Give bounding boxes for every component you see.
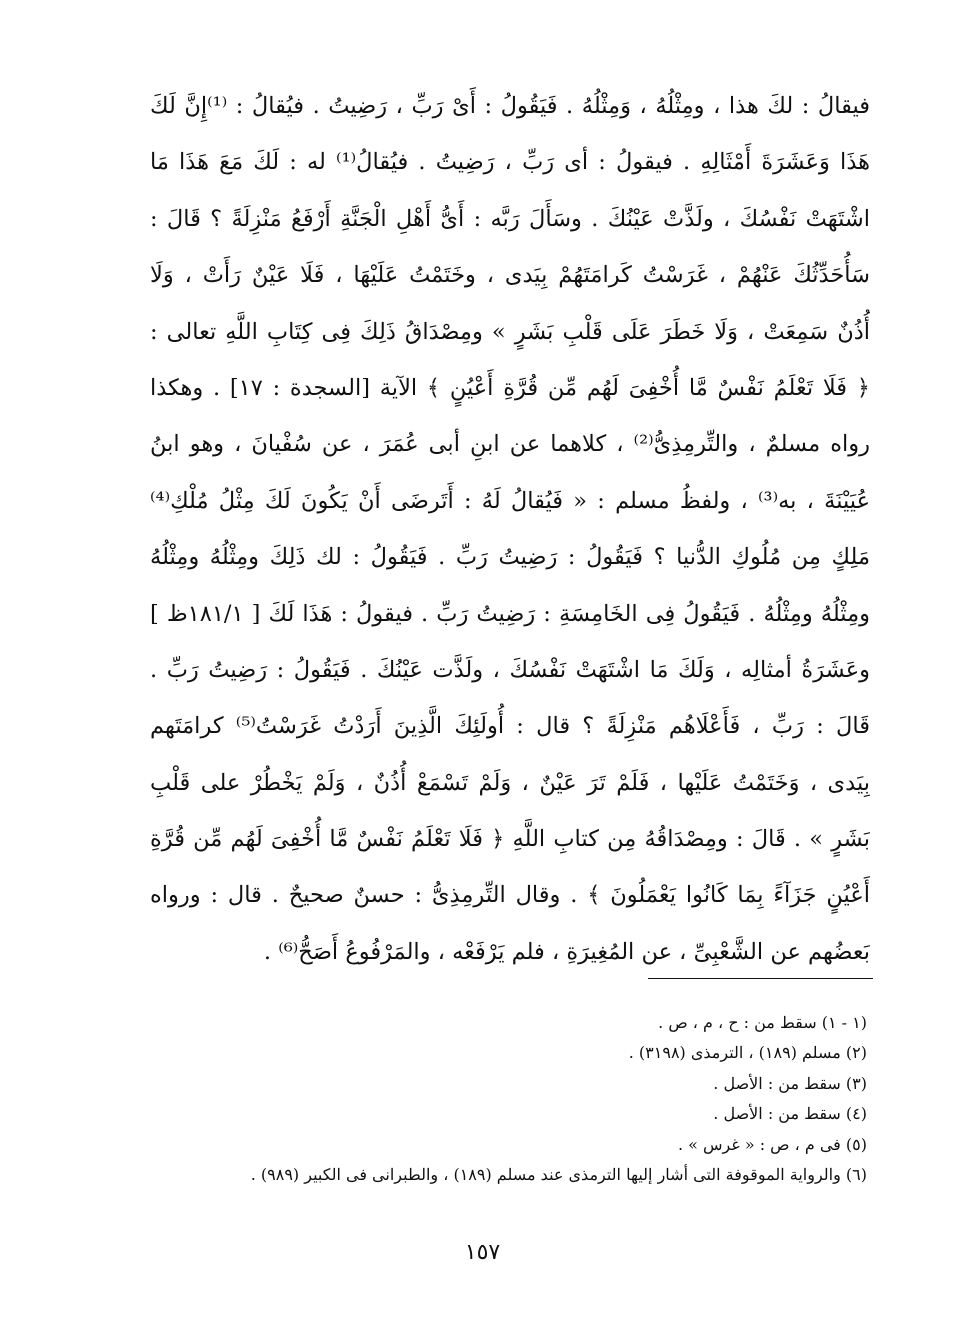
text-line: أُذُنٌ سَمِعَتْ ، وَلَا خَطَرَ عَلَى قَلْبِ بَشَرٍ » ومِصْدَاقُ ذَلِكَ فِى كِتَابِ اللَّهِ تعالى : <box>150 318 870 345</box>
text-line: قَالَ : رَبِّ ، فَأَعْلَاهُم مَنْزِلَةً ؟ قال : أُولَئِكَ الَّذِينَ أَرَدْتُ غَرَسْتُ⁽⁵⁾ كرامَتَهم <box>150 713 870 740</box>
text-line: فيقالُ : لكَ هذا ، ومِثْلُهُ ، وَمِثْلُهُ . فَيَقُولُ : أَىْ رَبِّ ، رَضِيتُ . فيُقالُ : ⁽¹⁾إِنَّ لَكَ <box>150 93 870 119</box>
text-line: رواه مسلمٌ ، والتِّرمِذِىُّ⁽²⁾ ، كلاهما عن ابنِ أبى عُمَرَ ، عن سُفْيانَ ، وهو ابنُ <box>150 431 870 458</box>
footnotes <box>150 1008 867 1190</box>
text-line: أَعْيُنٍ جَزَآءً بِمَا كَانُوا يَعْمَلُونَ ﴾ . وقال التِّرمِذِىُّ : حسنٌ صحيحٌ . قال : ورواه <box>150 882 870 909</box>
footnote: (٣) سقط من : الأصل . <box>713 1073 867 1093</box>
footnote: (٤) سقط من : الأصل . <box>713 1104 867 1124</box>
footnote: (١ - ١) سقط من : ح ، م ، ص . <box>658 1013 867 1032</box>
text-line: عُيَيْنَةَ ، به⁽³⁾ ، ولفظُ مسلم : « فَيُقالُ لَهُ : أَتَرضَى أَنْ يَكُونَ لَكَ مِثْلُ مُلْكِ⁽⁴⁾ <box>150 487 870 514</box>
text-line: مَلِكٍ مِن مُلُوكِ الدُّنيا ؟ فَيَقُولُ : رَضِيتُ رَبِّ . فَيَقُولُ : لك ذَلِكَ ومِثْلُهُ ومِثْلُهُ <box>150 544 870 571</box>
text-line: هَذَا وَعَشَرَةَ أَمْثَالِهِ . فيقولُ : أى رَبِّ ، رَضِيتُ . فيُقالُ⁽¹⁾ له : لَكَ مَعَ هَذَا مَا <box>150 149 870 176</box>
footnote-separator <box>648 978 873 979</box>
text-line: بَعضُهم عن الشَّعْبِىِّ ، عن المُغِيرَةِ ، فلم يَرْفَعْه ، والمَرْفُوعُ أَصَحُّ⁽⁶⁾ . <box>263 938 870 965</box>
text-line: ومِثْلُهُ ومِثْلُهُ . فَيَقُولُ فِى الخَامِسَةِ : رَضِيتُ رَبِّ . فيقولُ : هَذَا لَكَ [ ١٨١/١ظ ] <box>150 600 870 627</box>
text-line: ﴿ فَلَا تَعْلَمُ نَفْسٌ مَّا أُخْفِىَ لَهُم مِّن قُرَّةِ أَعْيُنٍ ﴾ الآية [السجدة : ١٧] . وهكذا <box>150 374 870 401</box>
main-text <box>150 78 870 980</box>
text-line: وعَشَرَةُ أمثالِه ، وَلَكَ مَا اشْتَهَتْ نَفْسُكَ ، ولَذَّت عَيْنُكَ . فَيَقُولُ : رَضِيتُ رَبِّ . <box>150 656 870 683</box>
footnote: (٥) فى م ، ص : « غرس » . <box>677 1134 867 1154</box>
footnote: (٢) مسلم (١٨٩) ، الترمذى (٣١٩٨) . <box>628 1043 867 1063</box>
text-line: اشْتَهَتْ نَفْسُكَ ، ولَذَّتْ عَيْنُكَ . وسَأَلَ رَبَّه : أَىُّ أَهْلِ الْجَنَّةِ أَرْفَعُ مَنْزِلَةً ؟ قَالَ : <box>150 205 870 232</box>
footnote: (٦) والرواية الموقوفة التى أشار إليها الترمذى عند مسلم (١٨٩) ، والطبرانى فى الكبير (٩٨٩) . <box>250 1164 867 1184</box>
text-line: بِيَدى ، وَخَتَمْتُ عَلَيْها ، فَلَمْ تَرَ عَيْنٌ ، وَلَمْ تَسْمَعْ أُذُنٌ ، وَلَمْ يَخْطُرْ على قَلْبِ <box>150 769 870 796</box>
text-line: بَشَرٍ » . قَالَ : ومِصْدَاقُهُ مِن كتابِ اللَّهِ ﴿ فَلَا تَعْلَمُ نَفْسٌ مَّا أُخْفِىَ لَهُم مِّن قُرَّةِ <box>150 826 870 853</box>
page-number: ١٥٧ <box>464 1240 501 1265</box>
text-line: سَأُحَدِّثُكَ عَنْهُمْ ، غَرَسْتُ كَرامَتَهُمْ بِيَدى ، وخَتَمْتُ عَلَيْهَا ، فَلَا عَيْنٌ رَأَتْ ، وَلَا <box>150 262 870 289</box>
